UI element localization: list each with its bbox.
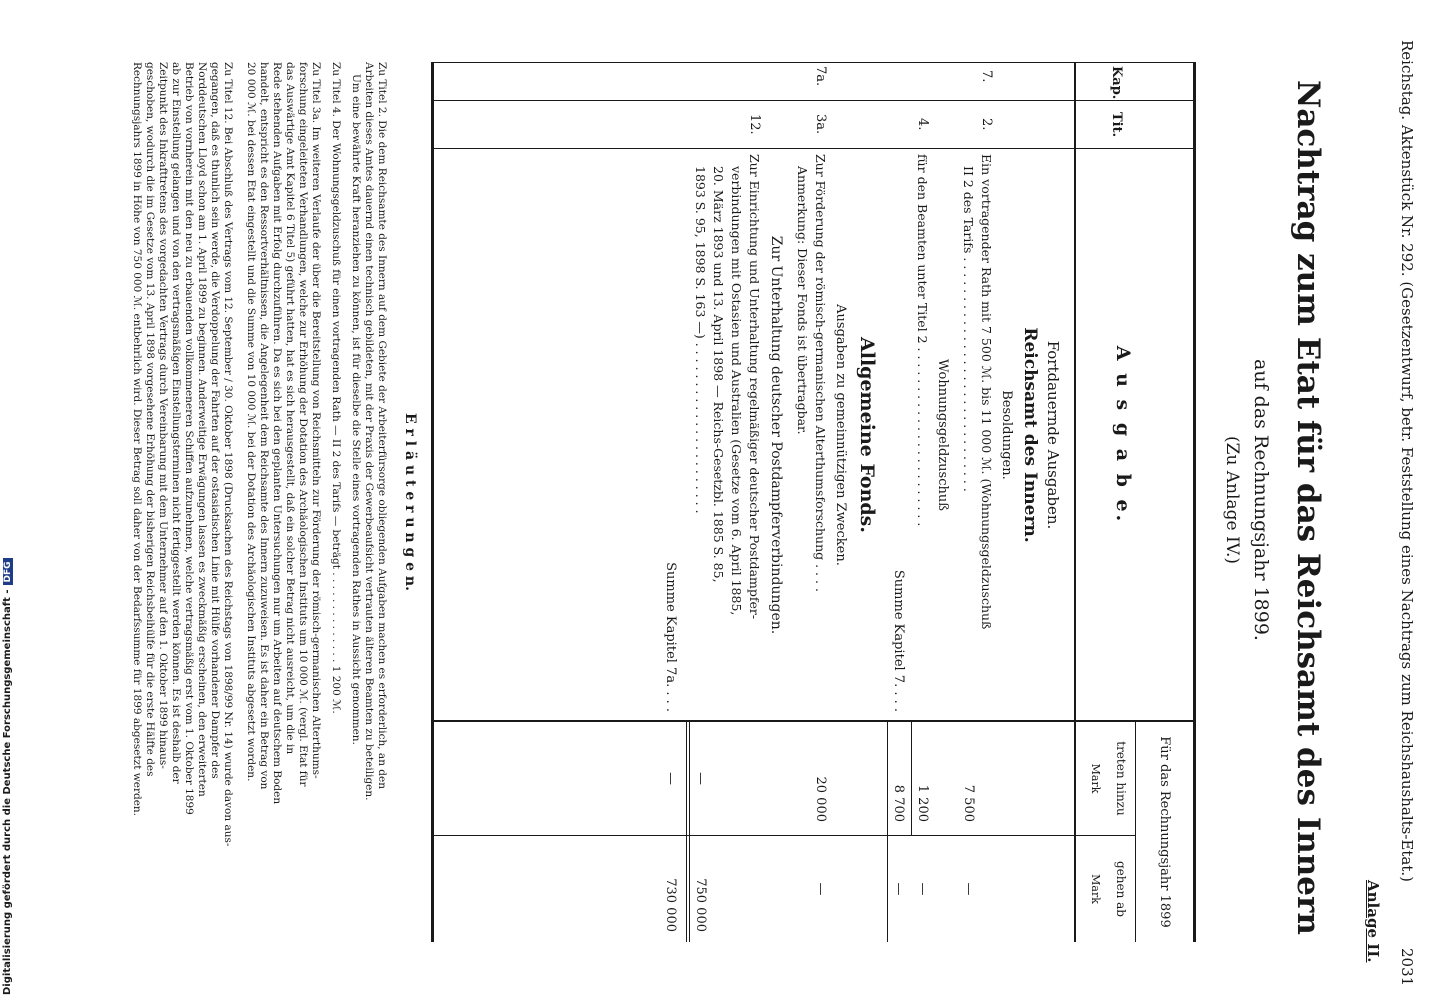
page-reference: (Zu Anlage IV.)	[1222, 436, 1242, 564]
row3-tit: 3a.	[813, 114, 828, 135]
col-header-hinzu: treten hinzu	[1114, 741, 1128, 816]
sum7a-hinzu: —	[663, 772, 678, 785]
footer-text: Digitalisierung gefördert durch die Deutsche Forschungsgemeinschaft -	[2, 589, 13, 995]
sum7-label: Summe Kapitel 7. . . .	[891, 569, 906, 712]
col-header-tit: Tit.	[1109, 112, 1124, 138]
page-title: Nachtrag zum Etat für das Reichsamt des Innern	[1290, 80, 1326, 935]
expl-titel3a-line4: Rede stehenden Aufgaben mit Erfolg durchzuführen. Da es sich bei den geplanten Untersuchungen nur um Arbeiten auf deutschem Boden	[271, 62, 283, 805]
sum7a-ab: 730 000	[663, 878, 678, 932]
running-header: Reichstag. Aktenstück Nr. 292. (Gesetzentwurf, betr. Feststellung eines Nachtrags zum Reichshaushalts-Etat.)	[1398, 40, 1416, 882]
row3-note: Anmerkung: Dieser Fonds ist übertragbar.	[795, 166, 810, 435]
row4-text-line3: 20. März 1893 und 13. April 1898 — Reichs-Gesetzbl. 1885 S. 85,	[711, 166, 726, 583]
row2-text: für den Beamten unter Titel 2 . . . . . . . . . . . . . . . . . . . . . . .	[915, 154, 930, 527]
explanations-heading: E r l ä u t e r u n g e n.	[402, 413, 418, 591]
row4-hinzu: —	[693, 772, 708, 785]
section-gemeinnuetzig: Ausgaben zu gemeinnützigen Zwecken.	[833, 304, 848, 566]
expl-titel2-line2: Arbeiten dieses Amtes dauernd einen technisch gebildeten, mit der Praxis der Gewerbeaufsicht vertrauten älteren Beamten zu beteiligen.	[363, 62, 375, 801]
row3-hinzu: 20 000	[813, 776, 828, 822]
expl-titel12-line6: Zeitpunkt des Inkrafttretens des vorgedachten Vertrags durch Vereinbarung mit dem Unternehmer auf den 1. Oktober 1899 hinaus-	[157, 62, 169, 769]
expl-titel12-line3: Norddeutschen Lloyd schon am 1. April 1899 zu beginnen. Anderweitige Erwägungen lassen es zweckmäßig erscheinen, den erweiterten	[196, 62, 208, 797]
row4-tit: 12.	[747, 114, 762, 135]
expl-titel12-line2: gegangen, daß es thunlich sein werde, die Verdoppelung der Fahrten auf der ostasiatischen Linie mit Hülfe vorhandener Dampfer des	[209, 62, 221, 779]
section-fortdauernd: Fortdauernde Ausgaben.	[1044, 340, 1062, 530]
digitization-footer	[2, 558, 13, 995]
col-header-ausgabe: A u s g a b e.	[1112, 345, 1134, 525]
sum7-ab: —	[891, 882, 906, 896]
sum7a-label: Summe Kapitel 7a. . . .	[663, 562, 678, 712]
row1-ab: —	[961, 882, 976, 896]
row4-text-line2: verbindungen mit Ostasien und Australien (Gesetze vom 6. April 1885,	[729, 166, 744, 616]
row1-hinzu: 7 500	[961, 784, 976, 822]
page-number: 2031	[1398, 948, 1416, 987]
row1-kap: 7.	[979, 70, 994, 83]
row1-tit: 2.	[979, 118, 994, 131]
section-reichsamt: Reichsamt des Innern.	[1020, 327, 1040, 543]
row3-ab: —	[813, 882, 828, 896]
section-wohnungsgeld: Wohnungsgeldzuschuß	[935, 359, 950, 511]
expl-titel12-line7: geschoben, wodurch die im Gesetze vom 13. April 1898 vorgesehene Erhöhung der bisherigen Reichsbeihülfe für die erste Hälfte des	[144, 62, 156, 777]
row2-hinzu: 1 200	[915, 784, 930, 822]
section-besoldungen: Besoldungen.	[999, 390, 1014, 480]
row1-text: Ein vortragender Rath mit 7 500 ℳ. bis 11 000 ℳ. (Wohnungsgeldzuschuß	[979, 154, 994, 630]
expl-titel4-line1: Zu Titel 4. Der Wohnungsgeldzuschuß für einen vortragenden Rath — II 2 des Tarifs — beträgt . . . . . . . . . . . . . . 1 200 ℳ.	[330, 62, 342, 714]
section-allgemeine-fonds: Allgemeine Fonds.	[856, 336, 878, 533]
row2-ab: —	[915, 882, 930, 896]
expl-titel12-line1: Zu Titel 12. Bei Abschluß des Vertrags vom 12. September / 30. Oktober 1898 (Drucksachen des Reichstags von 1898/99 Nr. 14) wurde davon aus-	[222, 62, 234, 847]
row2-tit: 4.	[915, 118, 930, 131]
expl-titel3a-line2: forschung eingeleiteten Verhandlungen, welche zur Erhöhung der Dotation des Archäologischen Instituts um 10 000 ℳ. (vergl. Etat für	[297, 62, 309, 787]
row3-kap: 7a.	[813, 66, 828, 87]
section-postdampfer: Zur Unterhaltung deutscher Postdampferverbindungen.	[768, 235, 784, 635]
row3-text: Zur Förderung der römisch-germanischen Alterthumsforschung . . . .	[813, 154, 828, 592]
expl-titel3a-line1: Zu Titel 3a. Im weiteren Verlaufe der über die Bereitstellung von Reichsmitteln zur Förderung der römisch-germanischen Alterthums-	[310, 62, 322, 779]
col-header-year: Für das Rechnungsjahr 1899	[1157, 736, 1172, 928]
dfg-logo: DFG	[3, 558, 13, 585]
expl-titel3a-line3: das Auswärtige Amt Kapitel 6 Titel 5) geführt hatten, hat es sich herausgestellt, daß ein solcher Betrag nicht ausreicht, um die in	[284, 62, 296, 755]
col-header-kap: Kap.	[1109, 66, 1124, 100]
col-unit-ab: Mark	[1089, 874, 1102, 904]
page-subtitle: auf das Rechnungsjahr 1899.	[1250, 359, 1272, 641]
col-unit-hinzu: Mark	[1089, 763, 1102, 794]
expl-titel3a-line5: handelt, entspricht es den Ressortverhältnissen, die Angelegenheit dem Reichsamte des Innern zuzuweisen. Es ist daher ein Betrag von	[258, 62, 270, 790]
row4-ab: 750 000	[693, 878, 708, 932]
row1-text-cont: II 2 des Tarifs . . . . . . . . . . . . . . . . . . . . . . . . . . . . . .	[961, 166, 976, 492]
row4-text-line4: 1893 S. 95, 1898 S. 163 —) . . . . . . . . . . . . . . . . . . . . . .	[693, 166, 708, 514]
expl-titel12-line8: Rechnungsjahrs 1899 in Höhe von 750 000 ℳ. entbehrlich wird. Dieser Betrag soll daher von der Bedarfssumme für 1899 abgesetzt werden.	[131, 62, 143, 817]
expl-titel2-line1: Zu Titel 2. Die dem Reichsamte des Innern auf dem Gebiete der Arbeiterfürsorge obliegenden Aufgaben machen es erforderlich, an den	[376, 62, 388, 789]
expl-titel12-line4: Betrieb von vornherein mit den neu zu erbauenden vollkommeneren Schiffen aufzunehmen, welche vertragsmäßig erst vom 1. Oktober 1899	[183, 62, 195, 815]
col-header-ab: gehen ab	[1114, 861, 1128, 917]
expl-titel3a-line6: 20 000 ℳ. bei dessen Etat eingestellt und die Summe von 10 000 ℳ. bei der Dotation des Archäologischen Instituts abgesetzt worden.	[245, 62, 257, 782]
expl-titel2-line3: Um eine bewährte Kraft heranziehen zu können, ist für dieselbe die Stelle eines vortragenden Rathes in Aussicht genommen.	[350, 74, 362, 745]
sum7-hinzu: 8 700	[891, 784, 906, 822]
expl-titel12-line5: ab zur Einstellung gelangen und von den vertragsmäßigen Einstellungsterminen nicht fertiggestellt werden können. Es ist deshalb der	[170, 62, 182, 784]
anlage-label: Anlage II.	[1364, 880, 1382, 963]
row4-text-line1: Zur Einrichtung und Unterhaltung regelmäßiger deutscher Postdampfer-	[747, 154, 762, 620]
